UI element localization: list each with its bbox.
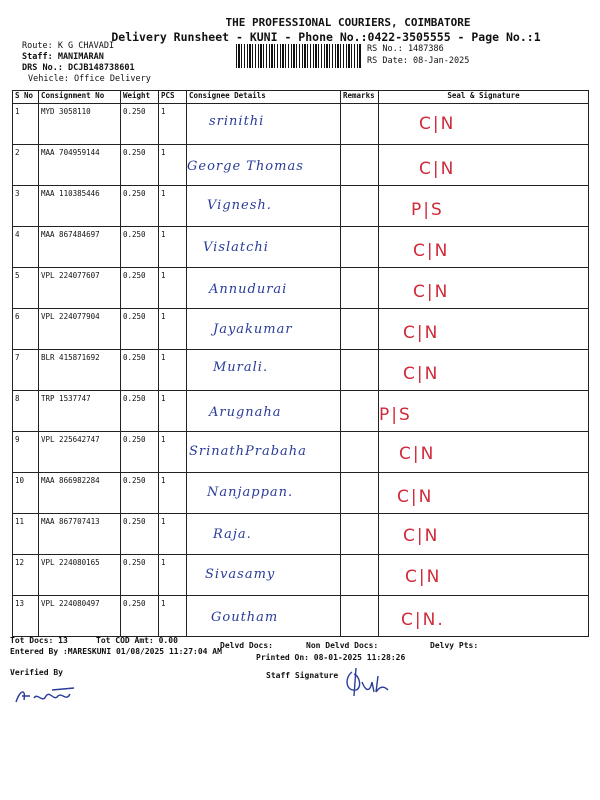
row-sno-text: 6 — [15, 312, 20, 321]
row-consignment-no-text: VPL 224080497 — [41, 599, 100, 608]
row-consignment-no-text: TRP 1537747 — [41, 394, 91, 403]
verifier-signature — [12, 680, 84, 710]
consignee-signature: Murali. — [213, 360, 269, 375]
row-sno-text: 2 — [15, 148, 20, 157]
row-consignment-no — [39, 432, 121, 473]
row-consignment-no — [39, 391, 121, 432]
row-consignment-no — [39, 514, 121, 555]
table-header-row — [13, 91, 589, 104]
row-sno — [13, 391, 39, 432]
col-consignment: Consignment No — [39, 91, 121, 104]
row-pcs-text: 1 — [161, 435, 166, 444]
barcode — [236, 44, 362, 68]
row-weight-text: 0.250 — [123, 271, 146, 280]
row-pcs — [159, 145, 187, 186]
row-weight — [121, 432, 159, 473]
row-remarks — [341, 391, 379, 432]
tot-docs: Tot Docs: 13 — [10, 636, 68, 645]
row-consignee — [187, 391, 341, 432]
row-remarks — [341, 555, 379, 596]
rs-date: RS Date: 08-Jan-2025 — [367, 56, 470, 66]
row-pcs-text: 1 — [161, 599, 166, 608]
row-seal — [379, 555, 589, 596]
consignee-signature: Sivasamy — [205, 567, 276, 582]
row-pcs — [159, 555, 187, 596]
row-sno — [13, 145, 39, 186]
table-row — [13, 309, 589, 350]
row-consignment-no-text: MAA 110385446 — [41, 189, 100, 198]
row-consignment-no — [39, 596, 121, 637]
row-sno — [13, 514, 39, 555]
row-pcs — [159, 186, 187, 227]
seal-mark: C|N — [403, 323, 440, 343]
row-remarks — [341, 596, 379, 637]
table-row — [13, 104, 589, 145]
col-sno: S No — [13, 91, 39, 104]
row-seal — [379, 514, 589, 555]
row-sno-text: 9 — [15, 435, 20, 444]
row-pcs-text: 1 — [161, 353, 166, 362]
seal-mark: P|S — [379, 405, 412, 425]
consignee-signature: Vislatchi — [203, 240, 269, 255]
row-pcs-text: 1 — [161, 517, 166, 526]
row-sno-text: 7 — [15, 353, 20, 362]
row-consignment-no-text: BLR 415871692 — [41, 353, 100, 362]
table-row — [13, 186, 589, 227]
row-consignee — [187, 145, 341, 186]
row-sno-text: 4 — [15, 230, 20, 239]
col-seal: Seal & Signature — [379, 91, 589, 104]
row-weight — [121, 268, 159, 309]
vehicle-label: Vehicle: Office Delivery — [28, 74, 151, 84]
row-consignee — [187, 514, 341, 555]
row-consignee — [187, 432, 341, 473]
row-pcs-text: 1 — [161, 312, 166, 321]
row-pcs-text: 1 — [161, 271, 166, 280]
row-seal — [379, 473, 589, 514]
tot-cod: Tot COD Amt: 0.00 — [96, 636, 178, 645]
table-row — [13, 227, 589, 268]
row-weight — [121, 596, 159, 637]
col-weight: Weight — [121, 91, 159, 104]
seal-mark: C|N — [403, 526, 440, 546]
row-seal — [379, 268, 589, 309]
row-pcs-text: 1 — [161, 189, 166, 198]
row-sno-text: 1 — [15, 107, 20, 116]
row-consignment-no — [39, 104, 121, 145]
row-weight-text: 0.250 — [123, 312, 146, 321]
row-remarks — [341, 514, 379, 555]
delvy-pts: Delvy Pts: — [430, 641, 479, 650]
row-weight-text: 0.250 — [123, 148, 146, 157]
row-pcs — [159, 596, 187, 637]
row-consignee — [187, 596, 341, 637]
row-consignment-no-text: MAA 867707413 — [41, 517, 100, 526]
row-weight — [121, 473, 159, 514]
table-row — [13, 596, 589, 637]
row-consignment-no-text: VPL 225642747 — [41, 435, 100, 444]
consignee-signature: SrinathPrabaha — [189, 444, 307, 459]
row-weight-text: 0.250 — [123, 476, 146, 485]
runsheet-title: Delivery Runsheet - KUNI - Phone No.:0422-3505555 - Page No.:1 — [111, 30, 541, 44]
row-consignment-no-text: VPL 224077904 — [41, 312, 100, 321]
row-consignment-no-text: MAA 867484697 — [41, 230, 100, 239]
row-weight-text: 0.250 — [123, 558, 146, 567]
row-consignee — [187, 227, 341, 268]
row-seal — [379, 186, 589, 227]
row-seal — [379, 432, 589, 473]
row-pcs — [159, 514, 187, 555]
row-pcs — [159, 391, 187, 432]
drs-number: DRS No.: DCJB148738601 — [22, 63, 135, 73]
seal-mark: C|N — [403, 364, 440, 384]
seal-mark: C|N — [419, 159, 456, 179]
row-weight — [121, 227, 159, 268]
row-consignment-no-text: MAA 866982284 — [41, 476, 100, 485]
col-remarks: Remarks — [341, 91, 379, 104]
row-pcs-text: 1 — [161, 394, 166, 403]
table-row — [13, 268, 589, 309]
row-pcs-text: 1 — [161, 148, 166, 157]
row-weight — [121, 145, 159, 186]
row-pcs — [159, 309, 187, 350]
row-weight-text: 0.250 — [123, 189, 146, 198]
row-consignee — [187, 555, 341, 596]
row-consignee — [187, 104, 341, 145]
table-row — [13, 145, 589, 186]
row-seal — [379, 104, 589, 145]
row-pcs — [159, 350, 187, 391]
col-consignee: Consignee Details — [187, 91, 341, 104]
consignee-signature: Nanjappan. — [207, 485, 294, 500]
printed-on: Printed On: 08-01-2025 11:28:26 — [256, 653, 406, 662]
row-seal — [379, 227, 589, 268]
row-sno-text: 11 — [15, 517, 25, 526]
row-consignee — [187, 473, 341, 514]
consignee-signature: srinithi — [209, 114, 265, 129]
row-seal — [379, 350, 589, 391]
row-consignment-no — [39, 473, 121, 514]
row-remarks — [341, 309, 379, 350]
row-consignment-no — [39, 555, 121, 596]
col-pcs: PCS — [159, 91, 187, 104]
row-consignee — [187, 309, 341, 350]
row-sno — [13, 432, 39, 473]
row-pcs — [159, 268, 187, 309]
row-pcs-text: 1 — [161, 558, 166, 567]
seal-mark: P|S — [411, 200, 444, 220]
row-seal — [379, 145, 589, 186]
table-row — [13, 432, 589, 473]
row-remarks — [341, 145, 379, 186]
row-consignment-no — [39, 350, 121, 391]
staff-signature — [340, 664, 400, 700]
row-remarks — [341, 268, 379, 309]
consignee-signature: Annudurai — [209, 282, 288, 297]
row-consignment-no-text: VPL 224077607 — [41, 271, 100, 280]
entered-by: Entered By :MARESKUNI 01/08/2025 11:27:04 AM — [10, 647, 222, 656]
seal-mark: C|N. — [401, 610, 445, 630]
row-sno-text: 5 — [15, 271, 20, 280]
seal-mark: C|N — [399, 444, 436, 464]
consignee-signature: Arugnaha — [209, 405, 282, 420]
seal-mark: C|N — [413, 282, 450, 302]
row-sno-text: 13 — [15, 599, 25, 608]
row-remarks — [341, 186, 379, 227]
row-pcs-text: 1 — [161, 107, 166, 116]
row-consignment-no — [39, 309, 121, 350]
row-sno-text: 3 — [15, 189, 20, 198]
row-weight — [121, 186, 159, 227]
row-sno — [13, 596, 39, 637]
company-title: THE PROFESSIONAL COURIERS, COIMBATORE — [225, 16, 471, 29]
delvd-docs: Delvd Docs: — [220, 641, 273, 650]
row-consignment-no-text: VPL 224080165 — [41, 558, 100, 567]
row-seal — [379, 309, 589, 350]
staff-signature-label: Staff Signature — [266, 671, 339, 680]
rs-number: RS No.: 1487386 — [367, 44, 444, 54]
row-sno — [13, 555, 39, 596]
row-weight-text: 0.250 — [123, 599, 146, 608]
row-weight — [121, 555, 159, 596]
row-consignment-no — [39, 145, 121, 186]
row-sno — [13, 309, 39, 350]
row-remarks — [341, 104, 379, 145]
row-sno — [13, 186, 39, 227]
row-weight — [121, 350, 159, 391]
row-sno — [13, 350, 39, 391]
route-label: Route: K G CHAVADI — [22, 41, 115, 51]
row-sno — [13, 104, 39, 145]
consignee-signature: Goutham — [211, 610, 279, 625]
row-consignee — [187, 186, 341, 227]
row-seal — [379, 596, 589, 637]
row-sno-text: 12 — [15, 558, 25, 567]
seal-mark: C|N — [419, 114, 456, 134]
row-weight — [121, 309, 159, 350]
table-row — [13, 391, 589, 432]
row-weight — [121, 391, 159, 432]
runsheet-table — [12, 90, 589, 637]
row-remarks — [341, 227, 379, 268]
table-row — [13, 350, 589, 391]
row-pcs — [159, 432, 187, 473]
seal-mark: C|N — [397, 487, 434, 507]
row-sno-text: 10 — [15, 476, 25, 485]
row-weight-text: 0.250 — [123, 230, 146, 239]
row-sno-text: 8 — [15, 394, 20, 403]
row-pcs — [159, 227, 187, 268]
row-seal — [379, 391, 589, 432]
row-pcs — [159, 473, 187, 514]
consignee-signature: Jayakumar — [213, 322, 293, 337]
consignee-signature: George Thomas — [187, 159, 304, 174]
row-sno — [13, 473, 39, 514]
row-consignment-no-text: MAA 704959144 — [41, 148, 100, 157]
table-row — [13, 514, 589, 555]
verified-by: Verified By — [10, 668, 63, 677]
row-remarks — [341, 473, 379, 514]
row-weight-text: 0.250 — [123, 394, 146, 403]
row-weight-text: 0.250 — [123, 435, 146, 444]
table-row — [13, 555, 589, 596]
row-pcs-text: 1 — [161, 476, 166, 485]
row-pcs-text: 1 — [161, 230, 166, 239]
seal-mark: C|N — [413, 241, 450, 261]
row-consignment-no — [39, 268, 121, 309]
seal-mark: C|N — [405, 567, 442, 587]
row-remarks — [341, 432, 379, 473]
row-consignee — [187, 268, 341, 309]
row-weight-text: 0.250 — [123, 353, 146, 362]
consignee-signature: Vignesh. — [207, 198, 272, 213]
row-consignment-no — [39, 227, 121, 268]
row-weight — [121, 104, 159, 145]
row-weight-text: 0.250 — [123, 107, 146, 116]
non-delvd-docs: Non Delvd Docs: — [306, 641, 379, 650]
row-pcs — [159, 104, 187, 145]
row-weight-text: 0.250 — [123, 517, 146, 526]
row-sno — [13, 268, 39, 309]
row-consignee — [187, 350, 341, 391]
table-row — [13, 473, 589, 514]
row-weight — [121, 514, 159, 555]
consignee-signature: Raja. — [213, 527, 252, 542]
row-sno — [13, 227, 39, 268]
row-consignment-no — [39, 186, 121, 227]
staff-label: Staff: MANIMARAN — [22, 52, 104, 62]
row-remarks — [341, 350, 379, 391]
row-consignment-no-text: MYD 3058110 — [41, 107, 91, 116]
